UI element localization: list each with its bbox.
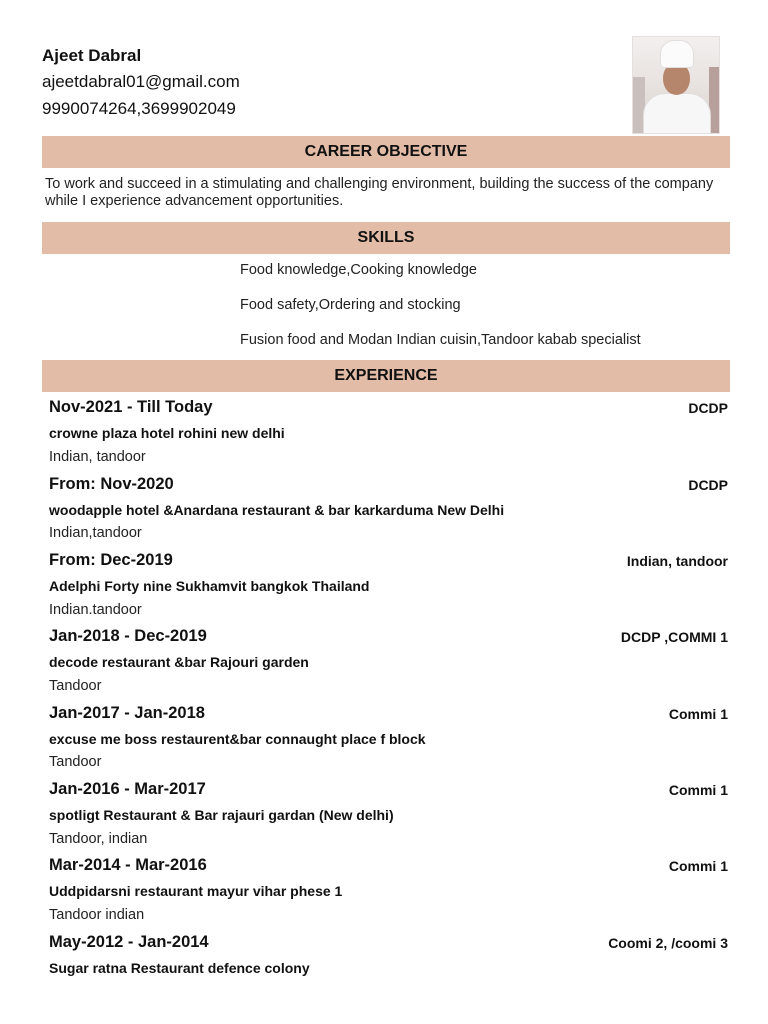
experience-date: Jan-2017 - Jan-2018 xyxy=(49,704,205,722)
experience-place: spotligt Restaurant & Bar rajauri gardan (New delhi) xyxy=(49,807,394,823)
experience-date: May-2012 - Jan-2014 xyxy=(49,933,209,951)
candidate-phone: 9990074264,3699902049 xyxy=(42,99,236,118)
experience-place: decode restaurant &bar Rajouri garden xyxy=(49,654,309,670)
experience-place: excuse me boss restaurent&bar connaught place f block xyxy=(49,731,426,747)
experience-role: Commi 1 xyxy=(668,858,728,874)
experience-place: woodapple hotel &Anardana restaurant & bar karkarduma New Delhi xyxy=(49,502,505,518)
experience-description: Tandoor indian xyxy=(49,907,145,923)
candidate-email: ajeetdabral01@gmail.com xyxy=(42,72,240,91)
experience-role: DCDP xyxy=(688,400,728,416)
experience-date: Jan-2018 - Dec-2019 xyxy=(49,627,207,645)
experience-date: Jan-2016 - Mar-2017 xyxy=(49,780,206,798)
candidate-name: Ajeet Dabral xyxy=(42,46,142,65)
experience-role: DCDP xyxy=(688,477,728,493)
experience-role: Coomi 2, /coomi 3 xyxy=(608,935,728,951)
experience-description: Indian, tandoor xyxy=(49,449,146,465)
experience-date: From: Dec-2019 xyxy=(49,551,173,569)
skill-item: Food knowledge,Cooking knowledge xyxy=(240,262,477,278)
experience-role: Commi 1 xyxy=(668,706,728,722)
experience-place: Uddpidarsni restaurant mayur vihar phese 1 xyxy=(49,883,343,899)
profile-photo xyxy=(632,36,720,134)
experience-role: DCDP ,COMMI 1 xyxy=(620,629,728,645)
experience-heading: EXPERIENCE xyxy=(42,360,730,392)
career-objective-heading: CAREER OBJECTIVE xyxy=(42,136,730,168)
skills-heading: SKILLS xyxy=(42,222,730,254)
experience-date: Mar-2014 - Mar-2016 xyxy=(49,856,207,874)
experience-description: Indian,tandoor xyxy=(49,525,142,541)
experience-place: Sugar ratna Restaurant defence colony xyxy=(49,960,310,976)
skill-item: Fusion food and Modan Indian cuisin,Tandoor kabab specialist xyxy=(240,332,641,348)
experience-description: Tandoor, indian xyxy=(49,831,148,847)
experience-description: Indian.tandoor xyxy=(49,602,142,618)
experience-place: crowne plaza hotel rohini new delhi xyxy=(49,425,285,441)
skill-item: Food safety,Ordering and stocking xyxy=(240,297,461,313)
experience-date: From: Nov-2020 xyxy=(49,475,174,493)
experience-place: Adelphi Forty nine Sukhamvit bangkok Thailand xyxy=(49,578,370,594)
experience-role: Indian, tandoor xyxy=(626,553,728,569)
career-objective-text: To work and succeed in a stimulating and challenging environment, building the success of the company while I experience advancement opportunities. xyxy=(45,176,714,209)
experience-role: Commi 1 xyxy=(668,782,728,798)
experience-description: Tandoor xyxy=(49,754,102,770)
experience-description: Tandoor xyxy=(49,678,102,694)
experience-date: Nov-2021 - Till Today xyxy=(49,398,213,416)
